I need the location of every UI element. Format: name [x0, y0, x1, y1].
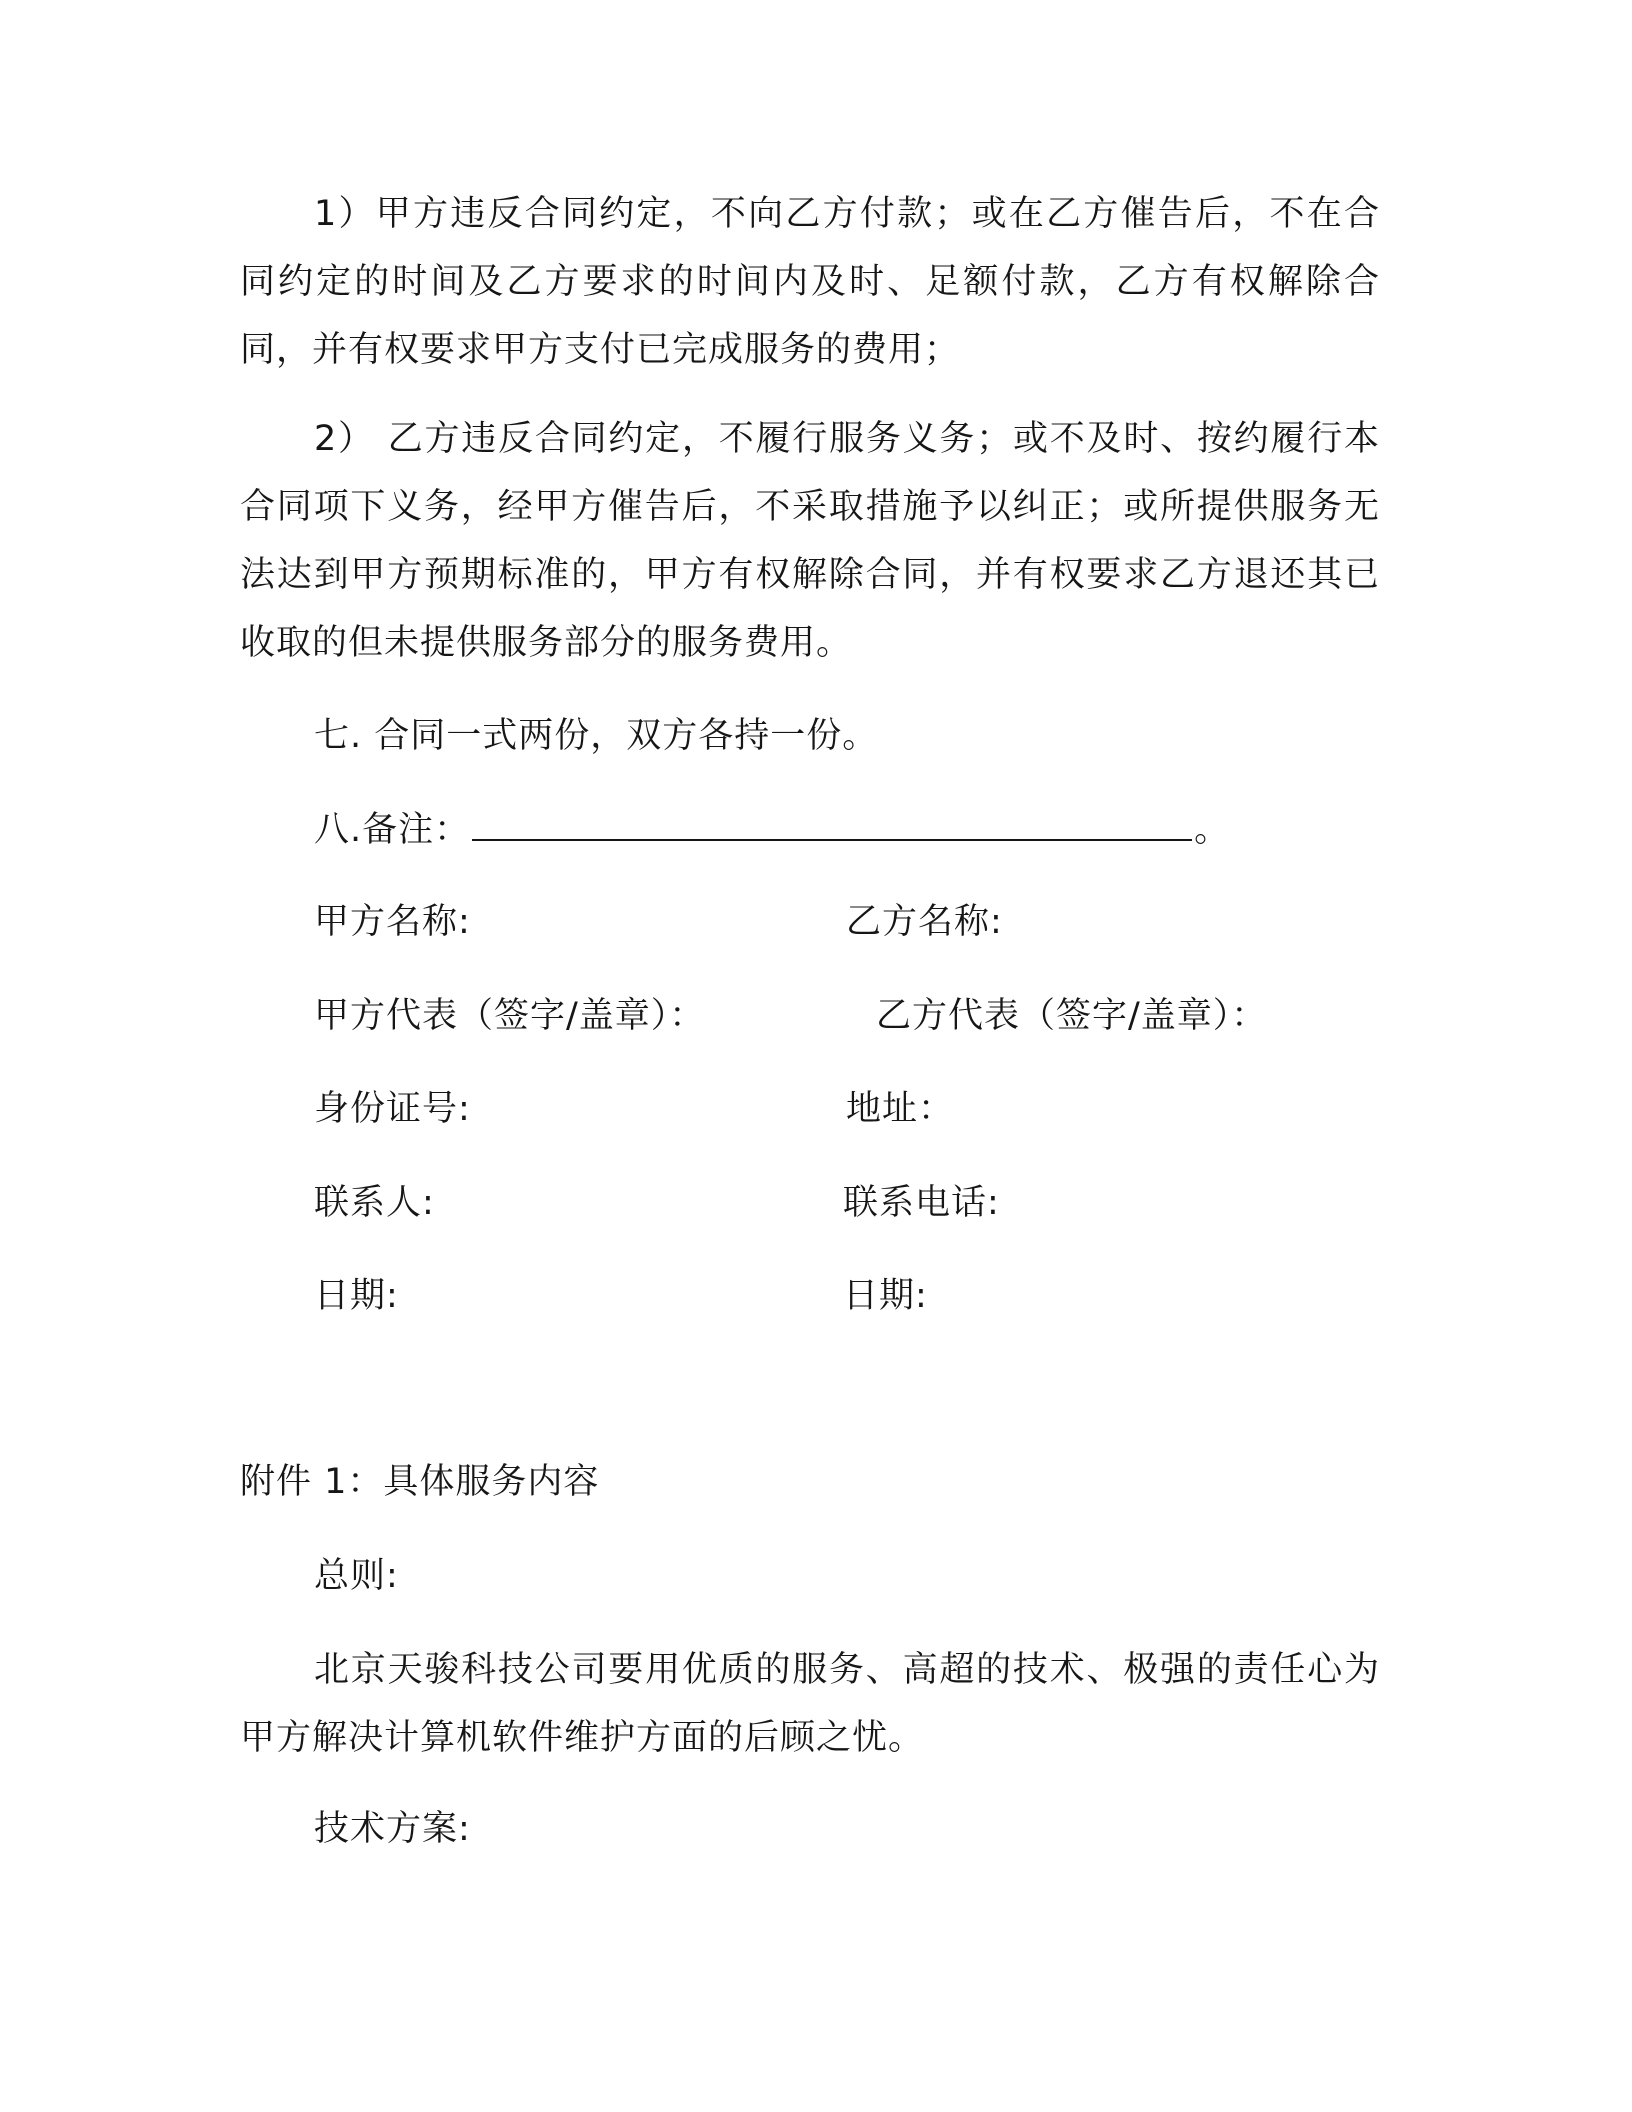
section-7-text: 七. 合同一式两份，双方各持一份。 — [314, 716, 879, 756]
tech-plan-label: 技术方案: — [314, 1809, 471, 1849]
contact-phone-label: 联系电话: — [843, 1183, 1000, 1223]
contact-person-label: 联系人: — [314, 1183, 435, 1223]
clause-1-paragraph: 1）甲方违反合同约定，不向乙方付款；或在乙方催告后，不在合同约定的时间及乙方要求的时间内及时、足额付款，乙方有权解除合同，并有权要求甲方支付已完成服务的费用； — [240, 194, 1380, 370]
party-b-rep-label: 乙方代表（签字/盖章）： — [876, 996, 1268, 1036]
general-label: 总则: — [314, 1556, 399, 1596]
date-b-label: 日期: — [843, 1276, 928, 1316]
general-paragraph: 北京天骏科技公司要用优质的服务、高超的技术、极强的责任心为甲方解决计算机软件维护方面的后顾之忧。 — [240, 1650, 1380, 1758]
appendix-title: 附件 1：具体服务内容 — [240, 1462, 600, 1502]
clause-2-paragraph: 2） 乙方违反合同约定，不履行服务义务；或不及时、按约履行本合同项下义务，经甲方催告后，不采取措施予以纠正；或所提供服务无法达到甲方预期标准的，甲方有权解除合同，并有权要求乙方退还其已收取的但未提供服务部分的服务费用。 — [240, 419, 1380, 663]
section-8-remarks — [314, 806, 1230, 854]
date-a-label: 日期: — [314, 1276, 399, 1316]
party-b-name-label: 乙方名称: — [846, 902, 1003, 942]
party-a-name-label: 甲方名称: — [314, 902, 471, 942]
address-label: 地址： — [846, 1089, 955, 1129]
section-8-end: 。 — [1194, 810, 1231, 850]
id-number-label: 身份证号: — [314, 1089, 471, 1129]
section-8-label: 八.备注： — [314, 810, 471, 850]
remarks-blank-field — [472, 809, 1192, 841]
party-a-rep-label: 甲方代表（签字/盖章）： — [314, 996, 706, 1036]
